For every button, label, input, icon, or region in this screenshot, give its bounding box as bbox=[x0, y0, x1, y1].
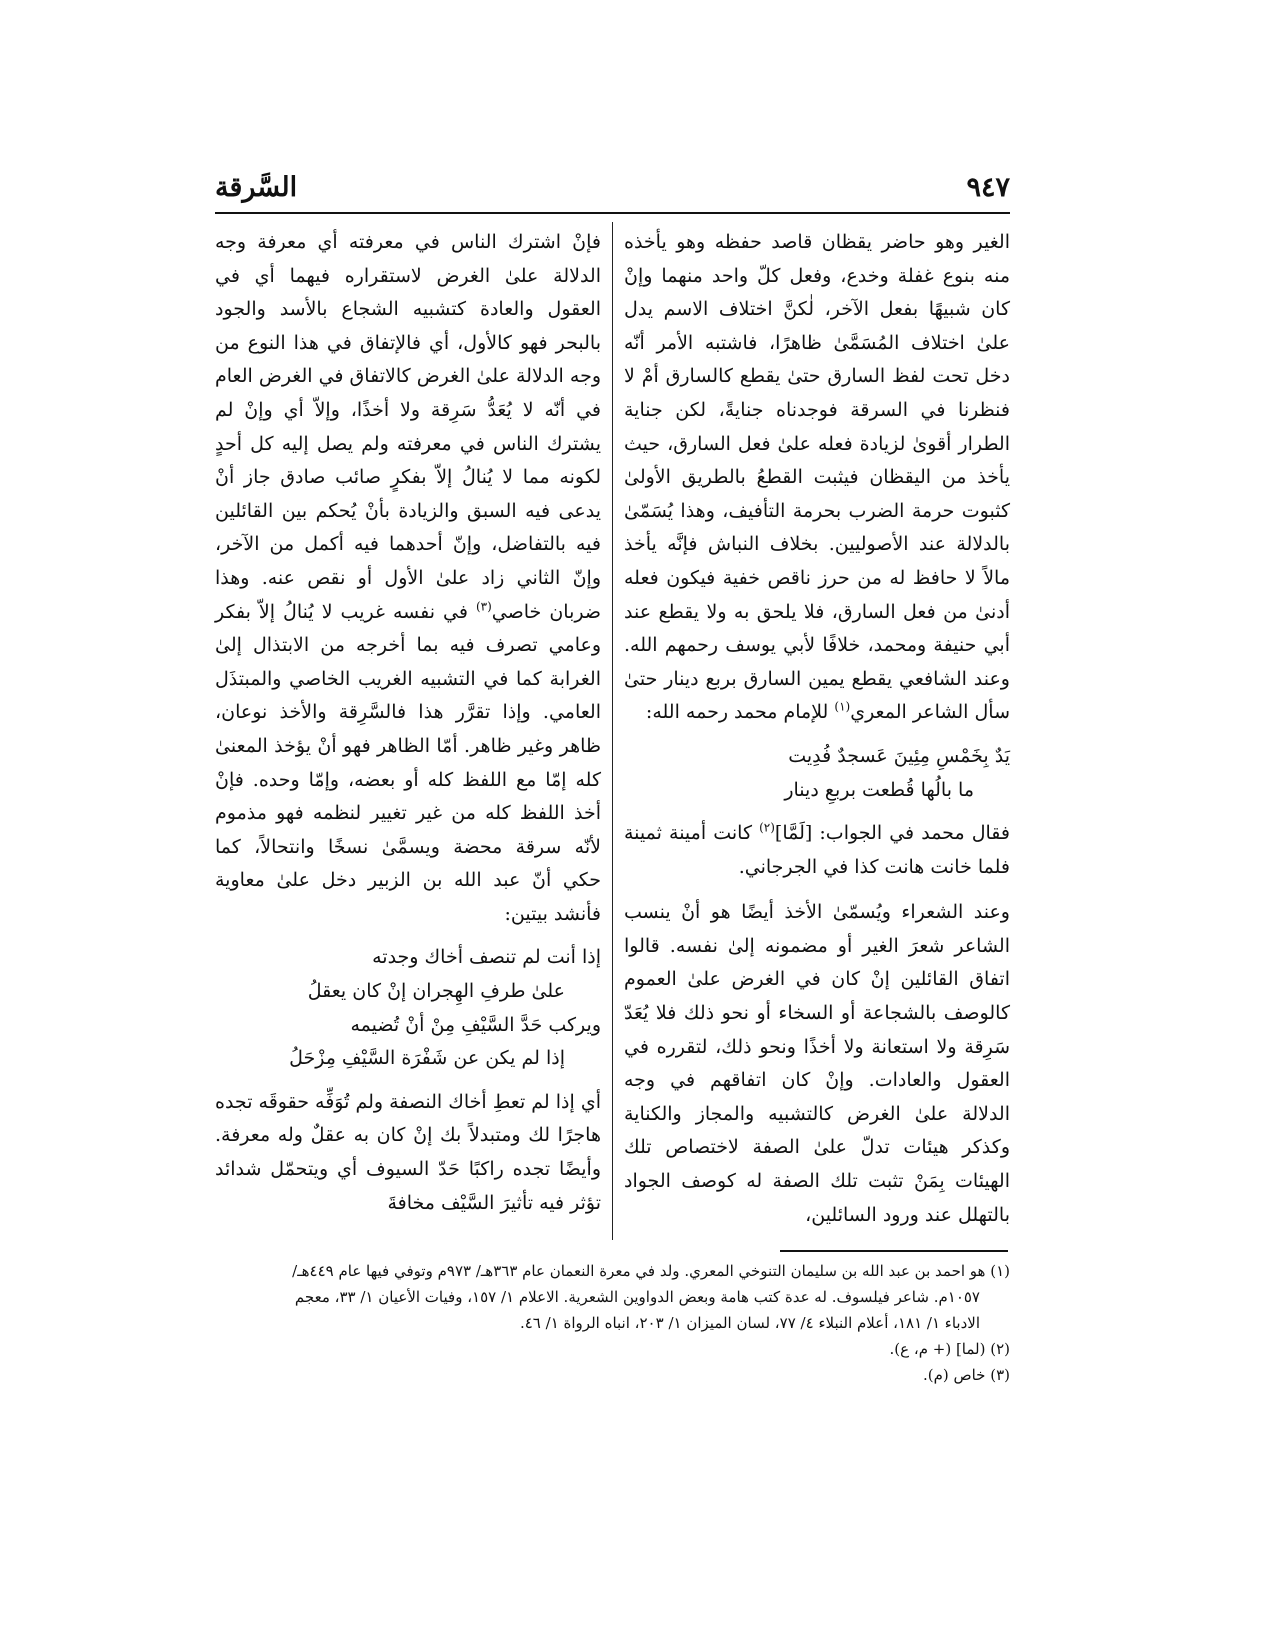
verse-line: إذا أنت لم تنصف أخاك وجدته bbox=[372, 946, 601, 969]
left-para-1-tail: في نفسه غريب لا يُنالُ إلاّ بفكر وعامي تصرف فيه بما أخرجه من الابتذال إلىٰ الغرابة كما في التشبيه الغريب الخاصي والمبتذَل العامي. وإذا تقرَّر هذا فالسَّرِقة والأخذ نوعان، ظاهر وغير ظاهر. أمّا الظاهر فهو أنْ يؤخذ المعنىٰ كله إمّا مع اللفظ كله أو بعضه، وإمّا وحده. فإنْ أخذ اللفظ كله من غير تغيير لنظمه فهو مذموم لأنّه سرقة محضة ويسمَّىٰ نسخًا وانتحالاً، كما حكي أنّ عبد الله بن الزبير دخل علىٰ معاوية فأنشد بيتين: bbox=[215, 600, 601, 925]
right-para-2 bbox=[624, 817, 1010, 884]
verse-block-1 bbox=[624, 740, 1010, 807]
page-header bbox=[215, 168, 1010, 212]
footnotes bbox=[215, 1258, 1010, 1388]
verse-line: ويركب حَدَّ السَّيْفِ مِنْ أنْ تُضيمه bbox=[350, 1013, 601, 1036]
right-para-2-tail: كانت أمينة ثمينة فلما خانت هانت كذا في الجرجاني. bbox=[624, 822, 1010, 878]
footnote-rule bbox=[780, 1250, 1008, 1252]
column-divider bbox=[612, 222, 613, 1240]
right-para-1-tail: للإمام محمد رحمه الله: bbox=[645, 701, 835, 724]
footnote-2: (٢) (لما] (+ م، ع). bbox=[889, 1340, 1010, 1358]
right-para-1-text: الغير وهو حاضر يقظان قاصد حفظه وهو يأخذه منه بنوع غفلة وخدع، وفعل كلّ واحد منهما وإنْ كان شبيهًا بفعل الآخر، لٰكنَّ اختلاف الاسم يدل علىٰ اختلاف المُسَمَّىٰ ظاهرًا، فاشتبه الأمر أنّه دخل تحت لفظ السارق حتىٰ يقطع كالسارق أمْ لا فنظرنا في السرقة فوجدناه جنايةً، لكن جناية الطرار أقوىٰ لزيادة فعله علىٰ فعل السارق، حيث يأخذ من اليقظان فيثبت القطعُ بالطريق الأولىٰ كثبوت حرمة الضرب بحرمة التأفيف، وهذا يُسَمّىٰ بالدلالة عند الأصوليين. بخلاف النباش فإنَّه يأخذ مالاً لا حافظ له من حرز ناقص خفية فيكون فعله أدنىٰ من فعل السارق، فلا يلحق به ولا يقطع عند أبي حنيفة ومحمد، خلافًا لأبي يوسف رحمهم الله. وعند الشافعي يقطع يمين السارق بربع دينار حتىٰ سأل الشاعر المعري bbox=[624, 231, 1010, 724]
page-number: ٩٤٧ bbox=[966, 172, 1010, 203]
verse-line: علىٰ طرفِ الهِجران إنْ كان يعقلُ bbox=[307, 980, 565, 1003]
footnote-ref-3: (٣) bbox=[475, 599, 492, 614]
footnote-1-line-2: ١٠٥٧م. شاعر فيلسوف. له عدة كتب هامة وبعض الدواوين الشعرية. الاعلام ١/ ١٥٧، وفيات الأعيان ١/ ٣٣، معجم bbox=[294, 1288, 980, 1306]
verse-block-2 bbox=[215, 941, 601, 1075]
running-title: السَّرقة bbox=[215, 172, 298, 203]
left-column bbox=[215, 226, 601, 1220]
verse-line: ما بالُها قُطعت بربعِ دينار bbox=[784, 778, 974, 801]
footnote-ref-2: (٢) bbox=[759, 820, 775, 835]
footnote-1-line-3: الادباء ١/ ١٨١، أعلام النبلاء ٤/ ٧٧، لسان الميزان ١/ ٢٠٣، انباه الرواة ١/ ٤٦. bbox=[519, 1314, 980, 1332]
left-para-1-head: فإنْ اشترك الناس في معرفته أي معرفة وجه الدلالة علىٰ الغرض لاستقراره فيهما أي في العقول والعادة كتشبيه الشجاع بالأسد والجود بالبحر فهو كالأول، أي فالإتفاق في هذا النوع من وجه الدلالة علىٰ الغرض كالاتفاق في الغرض العام في أنّه لا يُعَدُّ سَرِقة ولا أخذًا، وإلاّ أي وإنْ لم يشترك الناس في معرفته ولم يصل إليه كل أحدٍ لكونه مما لا يُنالُ إلاّ بفكرٍ صائب صادق جاز أنْ يدعى فيه السبق والزيادة بأنْ يُحكم بين القائلين فيه بالتفاضل، وإنّ أحدهما فيه أكمل من الآخر، وإنّ الثاني زاد علىٰ الأول أو نقص عنه. وهذا ضربان خاصي bbox=[215, 231, 601, 623]
right-para-1 bbox=[624, 226, 1010, 730]
header-rule bbox=[215, 212, 1010, 214]
footnote-3: (٣) خاص (م). bbox=[922, 1366, 1010, 1384]
right-column bbox=[624, 226, 1010, 1232]
footnote-ref-1: (١) bbox=[834, 699, 851, 714]
right-para-2-head: فقال محمد في الجواب: [لَمَّا] bbox=[774, 822, 1010, 845]
footnote-1-line-1: (١) هو احمد بن عبد الله بن سليمان التنوخي المعري. ولد في معرة النعمان عام ٣٦٣هـ/ ٩٧٣م وتوفي فيها عام ٤٤٩هـ/ bbox=[292, 1262, 1010, 1280]
verse-line: يَدٌ بِخَمْسِ مِئِينَ عَسجدٌ فُدِيت bbox=[788, 744, 1010, 767]
right-para-3: وعند الشعراء ويُسمّىٰ الأخذ أيضًا هو أنْ ينسب الشاعر شعرَ الغير أو مضمونه إلىٰ نفسه. قالوا اتفاق القائلين إنْ كان في الغرض علىٰ العموم كالوصف بالشجاعة أو السخاء أو نحو ذلك فلا يُعَدّ سَرِقة ولا استعانة ولا أخذًا ونحو ذلك، لتقرره في العقول والعادات. وإنْ كان اتفاقهم في وجه الدلالة علىٰ الغرض كالتشبيه والمجاز والكناية وكذكر هيئات تدلّ علىٰ الصفة لاختصاص تلك الهيئات بِمَنْ تثبت تلك الصفة له كوصف الجواد بالتهلل عند ورود السائلين، bbox=[624, 901, 1010, 1226]
left-para-1 bbox=[215, 226, 601, 931]
verse-line: إذا لم يكن عن شَفْرَة السَّيْفِ مِزْحَلُ bbox=[289, 1047, 565, 1070]
left-para-2: أي إذا لم تعطِ أخاك النصفة ولم تُوَفِّه حقوقَه تجده هاجرًا لك ومتبدلاً بك إنْ كان به عقلٌ وله معرفة. وأيضًا تجده راكبًا حَدّ السيوف أي ويتحمّل شدائد تؤثر فيه تأثيرَ السَّيْف مخافةَ bbox=[215, 1090, 601, 1214]
footnote-1 bbox=[215, 1258, 1010, 1336]
